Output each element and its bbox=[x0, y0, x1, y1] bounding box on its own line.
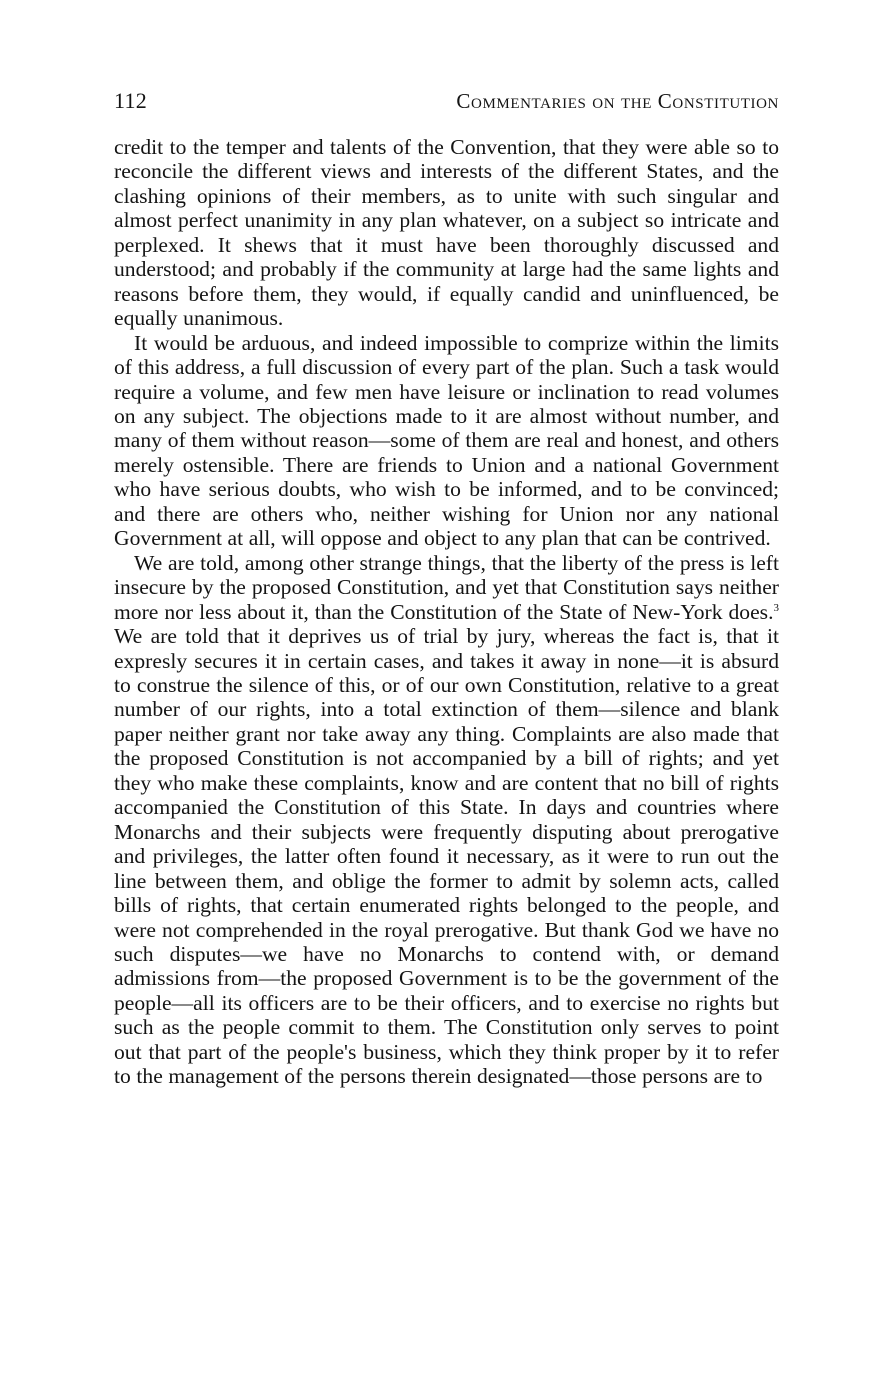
book-page bbox=[114, 88, 779, 1089]
page-number: 112 bbox=[114, 88, 148, 113]
paragraph-1: credit to the temper and talents of the Convention, that they were able so to reconcile the different views and interests of the different States, and the clashing opinions of their members, as to unite with such singular and almost perfect unanimity in any plan whatever, on a subject so intricate and perplexed. It shews that it must have been thoroughly discussed and understood; and probably if the community at large had the same lights and reasons before them, they would, if equally candid and uninfluenced, be equally unanimous. bbox=[114, 135, 779, 331]
paragraph-3-text-after-note: We are told that it deprives us of trial by jury, whereas the fact is, that it expresly secures it in certain cases, and takes it away in none—it is absurd to construe the silence of this, or of our own Constitution, relative to a great number of our rights, into a total extinction of them—silence and blank paper neither grant nor take away any thing. Complaints are also made that the proposed Constitution is not accompanied by a bill of rights; and yet they who make these complaints, know and are content that no bill of rights accompanied the Constitution of this State. In days and countries where Monarchs and their subjects were frequently disputing about prerogative and privileges, the latter often found it necessary, as it were to run out the line between them, and oblige the former to admit by solemn acts, called bills of rights, that certain enumerated rights belonged to the people, and were not comprehended in the royal prerogative. But thank God we have no such disputes—we have no Monarchs to contend with, or demand admissions from—the proposed Government is to be the government of the people—all its officers are to be their officers, and to exercise no rights but such as the people commit to them. The Constitution only serves to point out that part of the people's business, which they think proper by it to refer to the management of the persons therein designated—those persons are to bbox=[114, 624, 779, 1089]
paragraph-3-text-before-note: We are told, among other strange things, that the liberty of the press is left insecure by the proposed Constitution, and yet that Constitution says neither more nor less about it, than the Constitution of the State of New-York does. bbox=[114, 550, 779, 624]
page-header bbox=[114, 88, 779, 118]
running-head: Commentaries on the Constitution bbox=[456, 89, 779, 113]
paragraph-2: It would be arduous, and indeed impossible to comprize within the limits of this address, a full discussion of every part of the plan. Such a task would require a volume, and few men have leisure or inclination to read volumes on any subject. The objections made to it are almost without number, and many of them without reason—some of them are real and honest, and others merely ostensible. There are friends to Union and a national Government who have serious doubts, who wish to be informed, and to be convinced; and there are others who, neither wishing for Union nor any national Government at all, will oppose and object to any plan that can be contrived. bbox=[114, 330, 779, 551]
paragraph-3 bbox=[114, 551, 779, 1089]
footnote-reference: 3 bbox=[773, 601, 779, 614]
body-text bbox=[114, 135, 779, 1089]
